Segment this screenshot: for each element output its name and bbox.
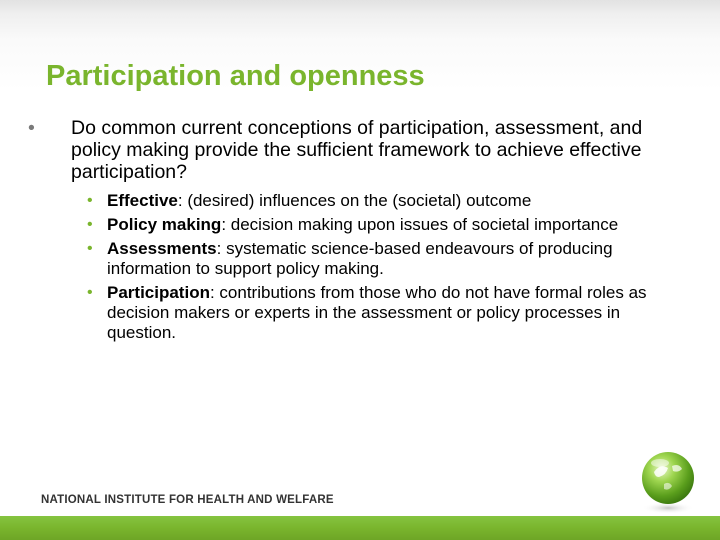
- bottom-accent-bar: [0, 516, 720, 540]
- description-participation: : contributions from those who do not have formal roles as decision makers or experts in the assessment or policy processes in question.: [107, 283, 647, 342]
- bullet-list: [0, 117, 720, 347]
- slide-title: Participation and openness: [46, 60, 425, 92]
- sub-bullet-marker: •: [87, 284, 93, 301]
- sub-bullet-list: [0, 191, 720, 343]
- description-policy-making: : decision making upon issues of societal importance: [221, 215, 619, 234]
- sub-bullet-marker: •: [87, 216, 93, 233]
- term-participation: Participation: [107, 283, 210, 302]
- sub-bullet-marker: •: [87, 192, 93, 209]
- term-policy-making: Policy making: [107, 215, 222, 234]
- sub-bullet-assessments: [0, 239, 677, 279]
- bullet-marker: •: [28, 117, 35, 139]
- main-bullet: [0, 117, 686, 183]
- footer-organization: NATIONAL INSTITUTE FOR HEALTH AND WELFARE: [41, 494, 334, 506]
- description-assessments: : systematic science-based endeavours of producing information to support policy making.: [107, 239, 613, 278]
- sub-bullet-policy-making: [0, 215, 677, 235]
- main-bullet-text: Do common current conceptions of participation, assessment, and policy making provide the sufficient framework to achieve effective participation?: [71, 117, 643, 183]
- sub-bullet-participation: [0, 283, 677, 343]
- sub-bullet-effective: [0, 191, 677, 211]
- description-effective: : (desired) influences on the (societal) outcome: [177, 191, 532, 210]
- green-globe-logo-icon: [624, 446, 702, 516]
- term-effective: Effective: [107, 191, 178, 210]
- sub-bullet-marker: •: [87, 240, 93, 257]
- term-assessments: Assessments: [107, 239, 217, 258]
